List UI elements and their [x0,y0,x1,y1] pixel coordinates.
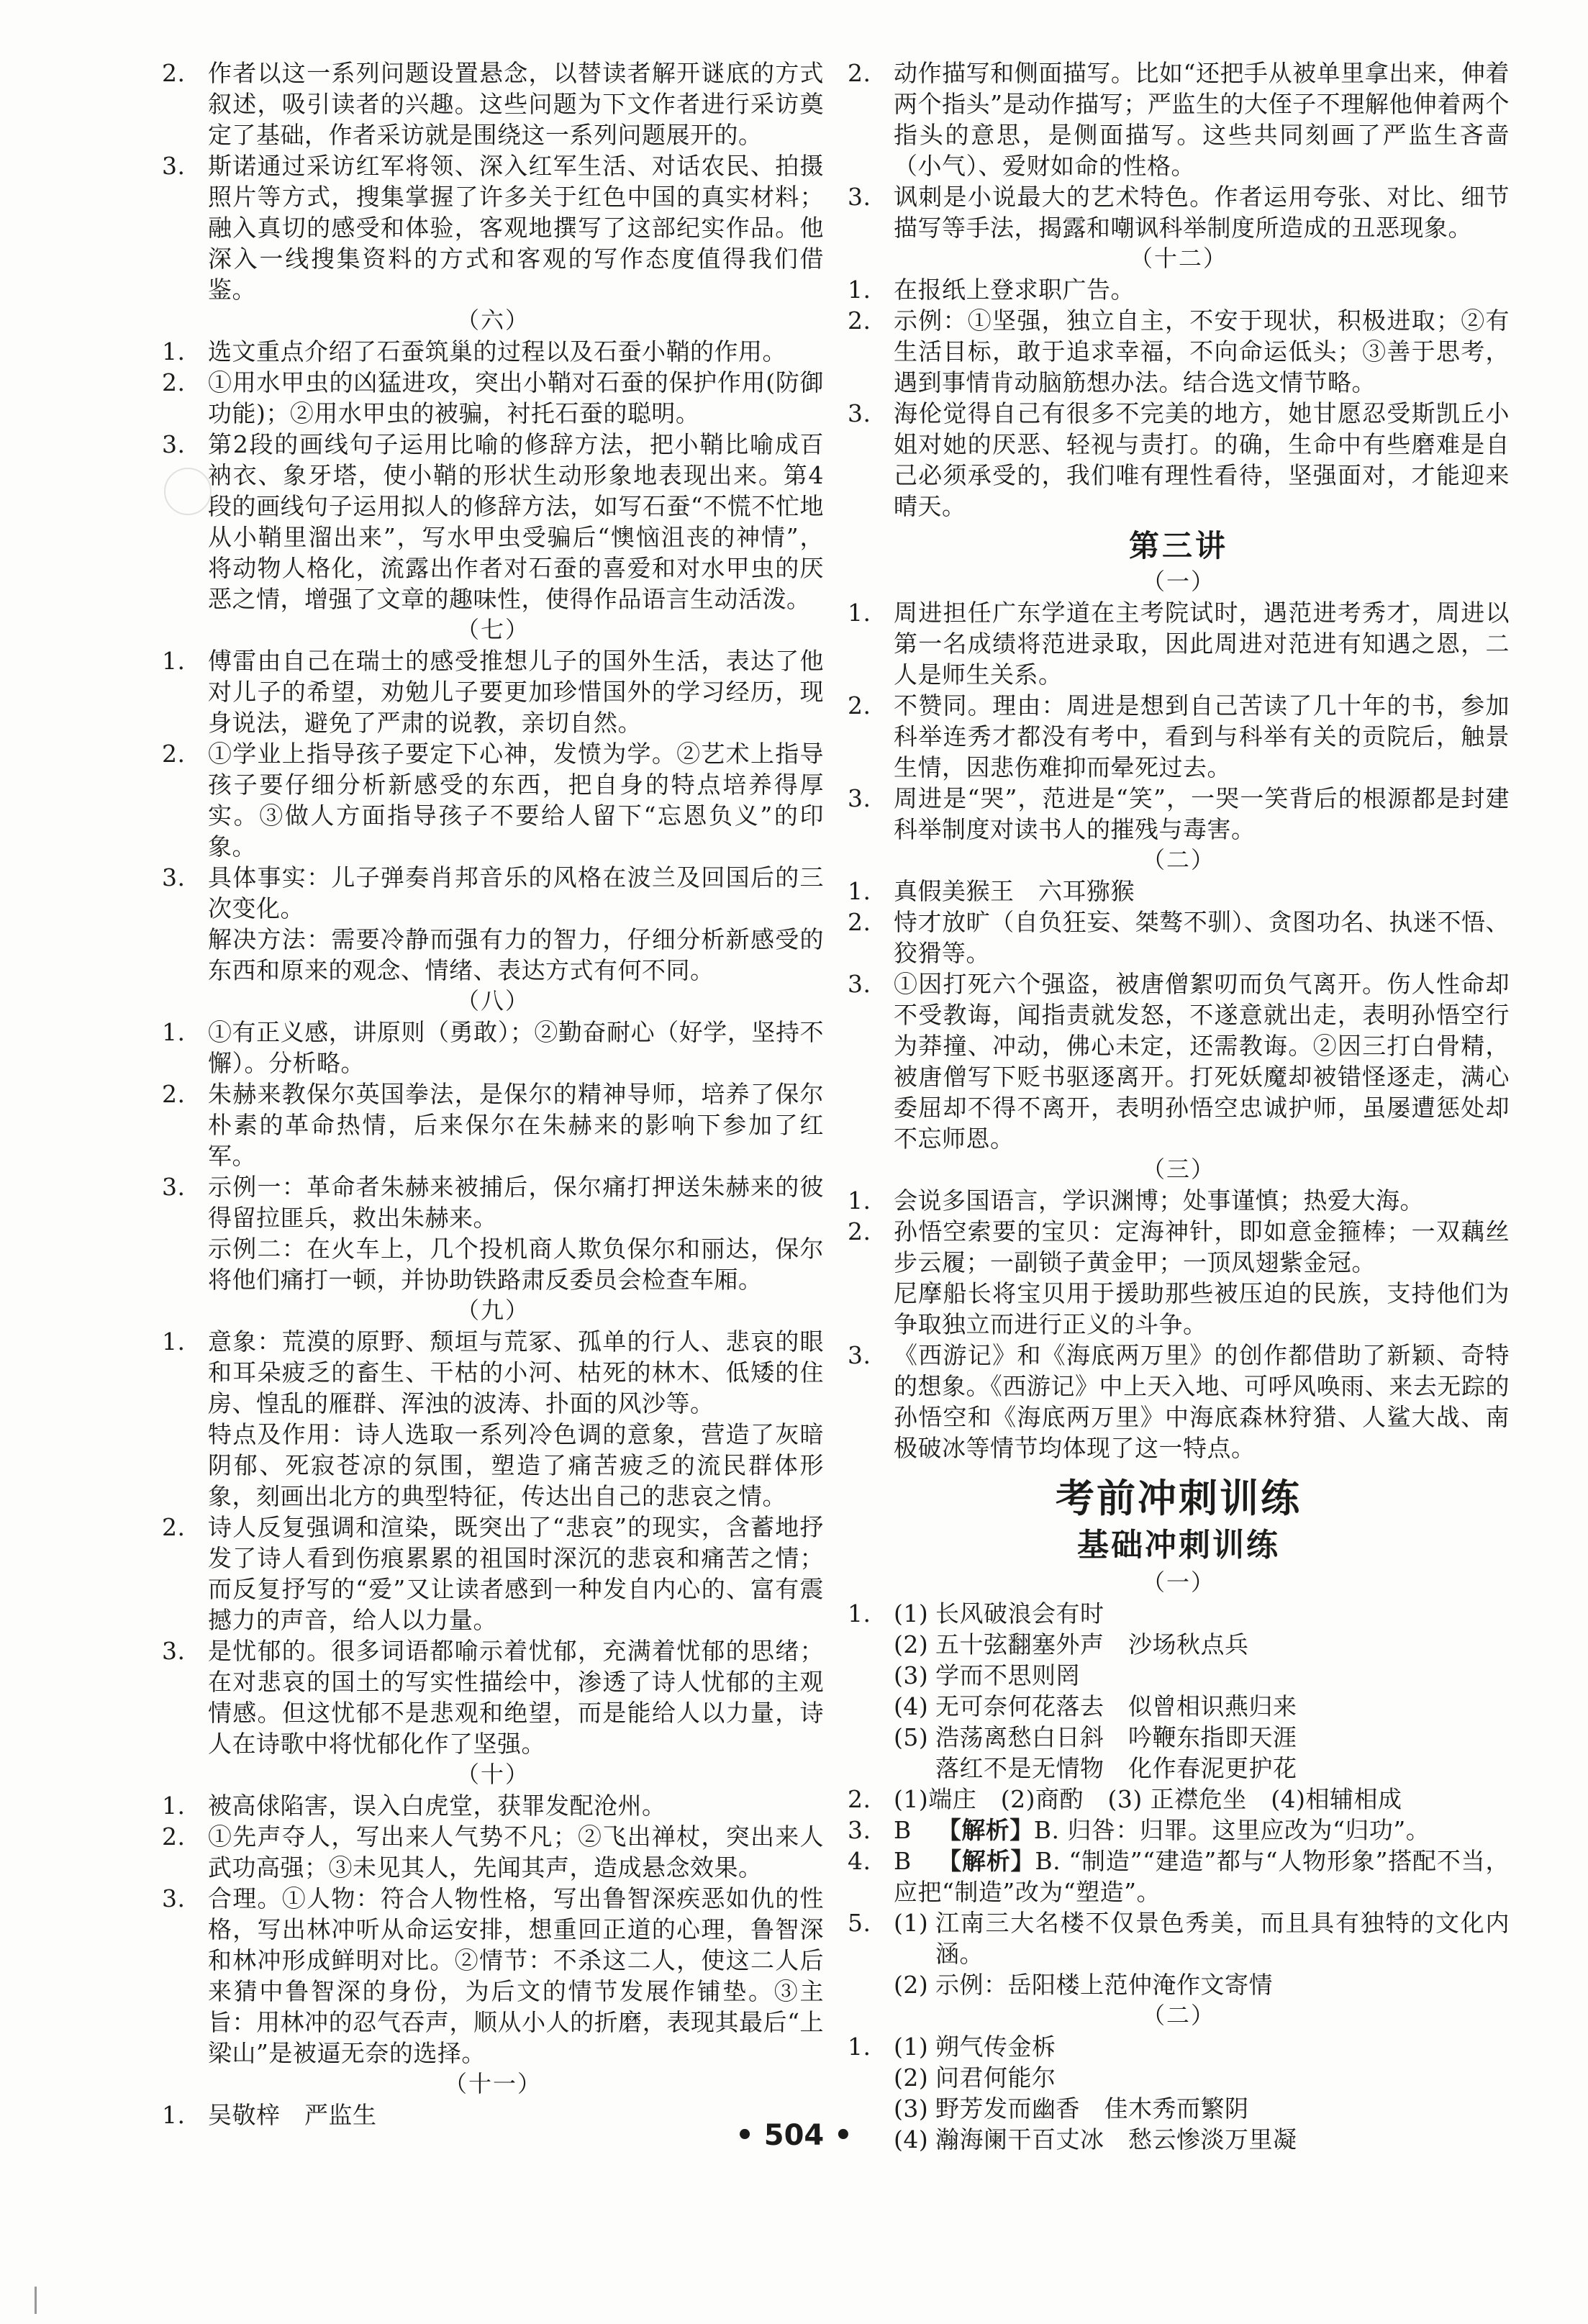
sub-number: (1) [894,2033,929,2061]
sub-line: 五十弦翻塞外声 沙场秋点兵 [935,1630,1249,1658]
item-body [894,597,1510,690]
answer-text: 是忧郁的。很多词语都喻示着忧郁，充满着忧郁的思绪；在对悲哀的国土的写实性描绘中，渗透了诗人忧郁的主观情感。但这忧郁不是悲观和绝望，而是能给人以力量，诗人在诗歌中将忧郁化作了坚强。 [208,1637,824,1758]
item-body [894,1185,1510,1216]
answer-item [162,429,824,614]
sub-line: 问君何能尔 [935,2064,1056,2092]
sub-number: (2) [894,2064,929,2092]
analysis-tag: 【解析】 [937,1847,1035,1875]
sub-line: 示例：岳阳楼上范仲淹作文寄情 [935,1971,1273,1999]
answer-paragraph: 示例二：在火车上，几个投机商人欺负保尔和丽达，保尔将他们痛打一顿，并协助铁路肃反委员会检查车厢。 [208,1235,824,1294]
answer-item [162,1171,824,1295]
answer-item [848,783,1510,845]
answer-text: 作者以这一系列问题设置悬念，以替读者解开谜底的方式叙述，吸引读者的兴趣。这些问题为下文作者进行采访奠定了基础，作者采访就是围绕这一系列问题展开的。 [208,59,824,149]
sub-body [935,2031,1056,2062]
answer-text: 选文重点介绍了石蚕筑巢的过程以及石蚕小鞘的作用。 [208,337,786,366]
answer-item [162,1079,824,1171]
item-number: 3. [848,1816,871,1844]
answer-item [162,862,824,986]
left-column [162,58,824,2130]
item-number: 3. [848,784,871,812]
item-number: 2. [848,59,871,87]
item-body [208,645,824,738]
item-number: 1. [162,1327,186,1356]
item-body [894,1340,1510,1463]
sub-number: (5) [894,1723,929,1751]
answer-text: (1)端庄 (2)商酌 (3) 正襟危坐 (4)相辅相成 [894,1785,1402,1813]
answer-text: 《西游记》和《海底两万里》的创作都借助了新颖、奇特的想象。《西游记》中上天入地、可呼风唤雨、来去无踪的孙悟空和《海底两万里》中海底森林狩猎、人鲨大战、南极破冰等情节均体现了这一特点。 [894,1341,1510,1462]
item-body [208,429,824,614]
section-heading: （十二） [1129,245,1228,272]
answer-item [162,645,824,738]
sub-answer [894,1969,1510,2000]
sub-number: (2) [894,1630,929,1658]
item-body [894,305,1510,398]
chapter-title: 考前冲刺训练 [1056,1476,1302,1521]
item-number: 1. [848,2033,871,2061]
answer-paragraph: 解决方法：需要冷静而强有力的智力，仔细分析新感受的东西和原来的观念、情绪、表达方式有何不同。 [208,925,824,984]
item-body [894,1598,1510,1784]
answer-text: B. 归咎：归罪。这里应改为“归功”。 [1033,1816,1430,1844]
answer-text: 会说多国语言，学识渊博；处事谨慎；热爱大海。 [894,1186,1424,1215]
item-body [894,58,1510,181]
margin-mark [35,2287,37,2314]
item-number: 2. [848,307,871,335]
item-number: 3. [848,183,871,211]
answer-text: 傅雷由自己在瑞士的感受推想儿子的国外生活，表达了他对儿子的希望，劝勉儿子要更加珍惜国外的学习经历，现身说法，避免了严肃的说教，亲切自然。 [208,647,824,737]
answer-text: ①学业上指导孩子要定下心神，发愤为学。②艺术上指导孩子要仔细分析新感受的东西，把自身的特点培养得厚实。③做人方面指导孩子不要给人留下“忘恩负义”的印象。 [208,740,824,861]
item-body [894,907,1510,968]
item-body [894,1815,1510,1846]
item-body [208,1821,824,1883]
sub-number: (4) [894,2125,929,2153]
answer-item [848,181,1510,243]
answer-item [162,1790,824,1821]
sub-line: 学而不思则罔 [935,1661,1080,1689]
answer-text: 朱赫来教保尔英国拳法，是保尔的精神导师，培养了保尔朴素的革命热情，后来保尔在朱赫来的影响下参加了红军。 [208,1080,824,1170]
answer-item [848,968,1510,1154]
item-number: 3. [162,430,186,458]
sub-line: 浩荡离愁白日斜 吟鞭东指即天涯 [935,1723,1297,1751]
answer-paragraph: 特点及作用：诗人选取一系列冷色调的意象，营造了灰暗阴郁、死寂苍凉的氛围，塑造了痛苦疲乏的流民群体形象，刻画出北方的典型特征，传达出自己的悲哀之情。 [208,1420,824,1510]
answer-paragraph: 具体事实：儿子弹奏肖邦音乐的风格在波兰及回国后的三次变化。 [208,863,824,922]
item-number: 2. [162,59,186,87]
answer-text: 示例：①坚强，独立自主，不安于现状，积极进取；②有生活目标，敢于追求幸福，不向命运低头；③善于思考，遇到事情肯动脑筋想办法。结合选文情节略。 [894,307,1510,396]
answer-item [848,1815,1510,1846]
item-number: 2. [848,691,871,720]
right-column [848,58,1510,2155]
item-number: 3. [848,1341,871,1369]
item-number: 1. [162,2101,186,2129]
answer-item [162,150,824,305]
item-number: 2. [848,1217,871,1245]
answer-item [848,1216,1510,1340]
answer-text: 斯诺通过采访红军将领、深入红军生活、对话农民、拍摄照片等方式，搜集掌握了许多关于红色中国的真实材料；融入真切的感受和体验，客观地撰写了这部纪实作品。他深入一线搜集资料的方式和客观的写作态度值得我们借鉴。 [208,152,824,304]
answer-item [848,597,1510,690]
sub-line: 朔气传金柝 [935,2033,1056,2061]
item-number: 2. [162,1513,186,1541]
sub-answer [894,1660,1510,1691]
item-number: 2. [162,1080,186,1108]
item-number: 1. [848,1599,871,1628]
answer-item [162,58,824,150]
item-body [894,783,1510,845]
answer-text: 恃才放旷（自负狂妄、桀骜不驯）、贪图功名、执迷不悟、狡猾等。 [894,908,1510,967]
answer-item [848,1340,1510,1463]
answer-text: B. “制造”“建造”都与“人物形象”搭配不当，应把“制造”改为“塑造”。 [894,1847,1510,1906]
answer-item [162,367,824,429]
sub-line: 江南三大名楼不仅景色秀美，而且具有独特的文化内涵。 [935,1909,1510,1968]
item-body [208,1079,824,1171]
answer-item [848,1846,1510,1907]
sub-line: 长风破浪会有时 [935,1599,1104,1628]
item-body [894,398,1510,522]
answer-item [848,1185,1510,1216]
item-number: 3. [162,152,186,180]
section-heading: （一） [1141,1569,1215,1596]
sub-number: (4) [894,1692,929,1720]
item-number: 1. [162,647,186,675]
sub-line: 无可奈何花落去 似曾相识燕归来 [935,1692,1297,1720]
item-body [208,1326,824,1512]
sub-number: (2) [894,1971,929,1999]
section-heading: （十一） [443,2070,542,2097]
item-number: 2. [162,740,186,768]
item-body [894,1846,1510,1907]
item-body [208,862,824,986]
sub-line: 野芳发而幽香 佳木秀而繁阴 [935,2094,1249,2123]
answer-text: 海伦觉得自己有很多不完美的地方，她甘愿忍受斯凯丘小姐对她的厌恶、轻视与责打。的确，生命中有些磨难是自己必须承受的，我们唯有理性看待，坚强面对，才能迎来晴天。 [894,399,1510,520]
answer-paragraph: 示例一：革命者朱赫来被捕后，保尔痛打押送朱赫来的彼得留拉匪兵，救出朱赫来。 [208,1173,824,1232]
sub-body [935,2062,1056,2093]
answer-item [848,1784,1510,1815]
sub-answer [894,1598,1510,1629]
answer-item [848,690,1510,783]
item-number: 2. [848,908,871,936]
item-number: 1. [162,1018,186,1046]
answer-item [848,398,1510,522]
item-number: 1. [162,337,186,366]
answer-text: ①因打死六个强盗，被唐僧絮叨而负气离开。伤人性命却不受教诲，闻指责就发怒，不遂意就出走，表明孙悟空行为莽撞、冲动，佛心未定，还需教诲。②因三打白骨精，被唐僧写下贬书驱逐离开。打死妖魔却被错怪逐走，满心委屈却不得不离开，表明孙悟空忠诚护师，虽屡遭惩处却不忘师恩。 [894,970,1510,1153]
sub-number: (3) [894,2094,929,2123]
answer-item [848,907,1510,968]
item-body [208,367,824,429]
item-number: 3. [162,1637,186,1665]
chapter-subtitle: 基础冲刺训练 [1077,1527,1280,1563]
item-number: 4. [848,1847,871,1875]
item-body [208,336,824,367]
answer-item [848,274,1510,305]
answer-item [162,1326,824,1512]
answer-text: 在报纸上登求职广告。 [894,276,1135,304]
answer-item [848,876,1510,907]
answer-text: 真假美猴王 六耳猕猴 [894,877,1135,905]
sub-body [935,1629,1249,1660]
item-body [208,1512,824,1635]
section-heading: （二） [1141,846,1215,873]
sub-number: (1) [894,1599,929,1628]
item-number: 3. [848,399,871,427]
sub-answer [894,2031,1510,2062]
sub-answer [894,2062,1510,2093]
answer-item [848,1907,1510,2000]
section-heading: （三） [1141,1156,1215,1183]
answer-text: 合理。①人物：符合人物性格，写出鲁智深疾恶如仇的性格，写出林冲听从命运安排，想重回正道的心理，鲁智深和林冲形成鲜明对比。②情节：不杀这二人，使这二人后来猜中鲁智深的身份，为后文的情节发展作铺垫。③主旨：用林冲的忍气吞声，顺从小人的折磨，表现其最后“上梁山”是被逼无奈的选择。 [208,1884,824,2067]
item-body [208,1635,824,1759]
item-body [208,150,824,305]
sub-answer [894,1722,1510,1784]
answer-item [162,1635,824,1759]
sub-body [935,1660,1080,1691]
sub-answer [894,1907,1510,1969]
section-heading: （九） [455,1297,530,1324]
section-heading: （二） [1141,2002,1215,2029]
answer-text: 周进是“哭”，范进是“笑”，一哭一笑背后的根源都是封建科举制度对读书人的摧残与毒害。 [894,784,1510,843]
item-body [894,274,1510,305]
answer-item [848,305,1510,398]
item-number: 3. [162,863,186,891]
page-number: • 504 • [735,2119,853,2152]
sub-body [935,1598,1104,1629]
sub-answer [894,1691,1510,1722]
item-body [894,690,1510,783]
item-body [208,1790,824,1821]
section-heading: （十） [455,1761,530,1788]
answer-item [162,336,824,367]
answer-text: 讽刺是小说最大的艺术特色。作者运用夸张、对比、细节描写等手法，揭露和嘲讽科举制度所造成的丑恶现象。 [894,183,1510,242]
sub-number: (3) [894,1661,929,1689]
sub-line: 瀚海阑干百丈冰 愁云惨淡万里凝 [935,2125,1297,2153]
item-body [894,876,1510,907]
sub-body [935,1969,1273,2000]
item-number: 1. [848,276,871,304]
section-heading: （七） [455,616,530,643]
sub-body [935,1722,1297,1784]
item-body [208,58,824,150]
item-number: 3. [848,970,871,998]
answer-item [162,1821,824,1883]
answer-item [162,738,824,862]
answer-text: 不赞同。理由：周进是想到自己苦读了几十年的书，参加科举连秀才都没有考中，看到与科举有关的贡院后，触景生情，因悲伤难抑而晕死过去。 [894,691,1510,781]
item-body [208,1883,824,2069]
answer-choice: B [894,1816,912,1844]
sub-body [935,1691,1297,1722]
item-body [894,181,1510,243]
answer-paragraph: 尼摩船长将宝贝用于援助那些被压迫的民族，支持他们为争取独立而进行正义的斗争。 [894,1279,1510,1338]
answer-item [162,1512,824,1635]
item-body [894,1907,1510,2000]
sub-line: 落红不是无情物 化作春泥更护花 [935,1754,1297,1782]
answer-text: ①用水甲虫的凶猛进攻，突出小鞘对石蚕的保护作用(防御功能)；②用水甲虫的被骗，衬托石蚕的聪明。 [208,368,824,427]
item-number: 1. [162,1792,186,1820]
item-body [208,738,824,862]
section-heading: （八） [455,987,530,1015]
lecture-title: 第三讲 [1128,528,1228,563]
section-heading: （六） [455,307,530,334]
sub-answer [894,1629,1510,1660]
item-body [208,1017,824,1079]
answer-item [848,58,1510,181]
answer-text: 诗人反复强调和渲染，既突出了“悲哀”的现实，含蓄地抒发了诗人看到伤痕累累的祖国时深沉的悲哀和痛苦之情；而反复抒写的“爱”又让读者感到一种发自内心的、富有震撼力的声音，给人以力量。 [208,1513,824,1634]
item-number: 2. [848,1785,871,1813]
answer-text: ①先声夺人，写出来人气势不凡；②飞出禅杖，突出来人武功高强；③未见其人，先闻其声，造成悬念效果。 [208,1823,824,1882]
answer-paragraph: 孙悟空索要的宝贝：定海神针，即如意金箍棒；一双藕丝步云履；一副锁子黄金甲；一顶凤翅紫金冠。 [894,1217,1510,1276]
answer-item [162,1017,824,1079]
answer-text: 第2段的画线句子运用比喻的修辞方法，把小鞘比喻成百衲衣、象牙塔，使小鞘的形状生动形象地表现出来。第4段的画线句子运用拟人的修辞方法，如写石蚕“不慌不忙地从小鞘里溜出来”，写水甲虫受骗后“懊恼沮丧的神情”，将动物人格化，流露出作者对石蚕的喜爱和对水甲虫的厌恶之情，增强了文章的趣味性，使得作品语言生动活泼。 [208,430,824,613]
answer-choice: B [894,1847,912,1875]
sub-body [935,1907,1510,1969]
item-number: 5. [848,1909,871,1937]
answer-text: 动作描写和侧面描写。比如“还把手从被单里拿出来，伸着两个指头”是动作描写；严监生的大侄子不理解他伸着两个指头的意思，是侧面描写。这些共同刻画了严监生吝啬（小气）、爱财如命的性格。 [894,59,1510,180]
item-number: 1. [848,1186,871,1215]
item-number: 1. [848,877,871,905]
analysis-tag: 【解析】 [937,1816,1034,1844]
item-number: 2. [162,1823,186,1851]
item-number: 3. [162,1173,186,1201]
answer-item [848,1598,1510,1784]
answer-item [162,1883,824,2069]
item-body [208,1171,824,1295]
item-number: 3. [162,1884,186,1912]
answer-text: 周进担任广东学道在主考院试时，遇范进考秀才，周进以第一名成绩将范进录取，因此周进对范进有知遇之恩，二人是师生关系。 [894,599,1510,689]
answer-text: 吴敬梓 严监生 [208,2101,377,2129]
answer-paragraph: 意象：荒漠的原野、颓垣与荒冢、孤单的行人、悲哀的眼和耳朵疲乏的畜生、干枯的小河、枯死的林木、低矮的住房、惶乱的雁群、浑浊的波涛、扑面的风沙等。 [208,1327,824,1417]
answer-text: 被高俅陷害，误入白虎堂，获罪发配沧州。 [208,1792,666,1820]
answer-text: ①有正义感，讲原则（勇敢）；②勤奋耐心（好学，坚持不懈）。分析略。 [208,1018,824,1077]
item-body [894,1216,1510,1340]
item-body [894,968,1510,1154]
item-number: 2. [162,368,186,396]
item-body [894,1784,1510,1815]
sub-number: (1) [894,1909,929,1937]
section-heading: （一） [1141,568,1215,595]
item-number: 1. [848,599,871,627]
